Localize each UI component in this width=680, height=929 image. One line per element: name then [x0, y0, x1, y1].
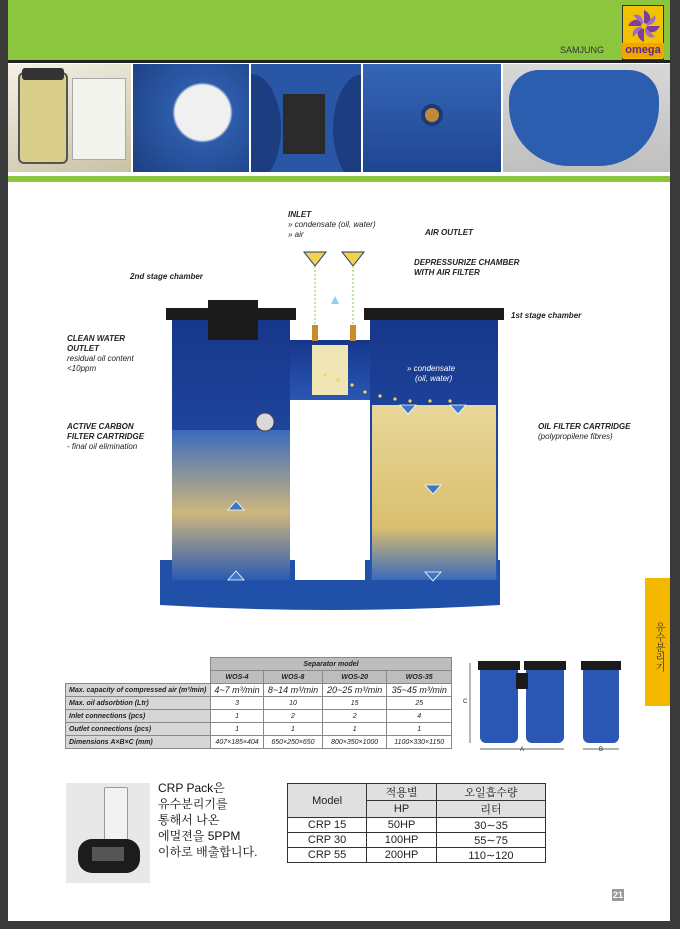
spec-cell: 20~25 m³/min — [322, 684, 387, 697]
photo-outlet-port — [363, 64, 503, 172]
spec-cell: 3 — [211, 697, 264, 710]
photo-chamber-side — [503, 64, 670, 172]
crp-header-model: Model — [288, 784, 367, 818]
second-stage-label: 2nd stage chamber — [130, 272, 203, 281]
photo-filter-top — [133, 64, 251, 172]
spec-cell: 25 — [387, 697, 452, 710]
spec-cell: 10 — [264, 697, 323, 710]
spec-cell: 2 — [264, 710, 323, 723]
crp-header-capacity: 오일흡수량 — [436, 784, 545, 801]
spec-cell: 4 — [387, 710, 452, 723]
dimension-drawing — [460, 655, 635, 755]
page-border-right — [670, 0, 680, 929]
spec-cell: 1 — [211, 710, 264, 723]
spec-model: WOS-35 — [387, 671, 452, 684]
crp-liters: 30∼35 — [436, 818, 545, 833]
active-carbon-label: ACTIVE CARBON FILTER CARTRIDGE - final oil elimination — [67, 422, 145, 451]
crp-description: CRP Pack은 유수분리기를 통해서 나온 에멀젼을 5PPM 이하로 배출합니다. — [158, 781, 258, 859]
spec-cell: 800×350×1000 — [322, 736, 387, 749]
spec-cell: 1 — [322, 723, 387, 736]
header-divider — [8, 60, 670, 63]
crp-liters: 110∼120 — [436, 848, 545, 863]
spec-row-label: Dimensions A×B×C (mm) — [66, 736, 211, 749]
spec-row-label: Inlet connections (pcs) — [66, 710, 211, 723]
crp-pack-photo — [66, 783, 150, 883]
spec-model: WOS-20 — [322, 671, 387, 684]
spec-cell: 35~45 m³/min — [387, 684, 452, 697]
spec-cell: 407×185×404 — [211, 736, 264, 749]
depressurize-chamber-label: DEPRESSURIZE CHAMBER WITH AIR FILTER — [414, 258, 520, 277]
crp-header-power: 적용별 — [367, 784, 437, 801]
crp-hp: 50HP — [367, 818, 437, 833]
spec-row-label: Max. oil adsorbtion (Ltr) — [66, 697, 211, 710]
crp-model: CRP 30 — [288, 833, 367, 848]
crp-hp: 100HP — [367, 833, 437, 848]
page-number: 21 — [612, 890, 623, 900]
dimension-b-label: B — [599, 747, 604, 753]
crp-model: CRP 15 — [288, 818, 367, 833]
photo-chamber-fittings — [251, 64, 363, 172]
spec-model: WOS-4 — [211, 671, 264, 684]
spec-row-label: Outlet connections (pcs) — [66, 723, 211, 736]
spec-cell: 1100×330×1150 — [387, 736, 452, 749]
pinwheel-logo-icon — [623, 6, 665, 46]
crp-header-power-unit: HP — [367, 801, 437, 818]
spec-cell: 4~7 m³/min — [211, 684, 264, 697]
dimension-c-label: C — [463, 699, 468, 705]
crp-header-capacity-unit: 리터 — [436, 801, 545, 818]
air-outlet-label: AIR OUTLET — [425, 228, 473, 237]
page-border-left — [0, 0, 8, 929]
section-tab: 유수분리기 — [645, 578, 670, 706]
condensate-label: » condensate (oil, water) — [407, 364, 456, 383]
spec-cell: 15 — [322, 697, 387, 710]
first-stage-label: 1st stage chamber — [511, 311, 582, 320]
product-photo-strip — [8, 64, 670, 172]
crp-hp: 200HP — [367, 848, 437, 863]
spec-cell: 650×250×650 — [264, 736, 323, 749]
photo-test-kit — [8, 64, 133, 172]
section-divider — [8, 176, 670, 182]
clean-water-outlet-label: CLEAN WATER OUTLET residual oil content <10ppm — [67, 334, 134, 373]
spec-model: WOS-8 — [264, 671, 323, 684]
page-border-bottom — [0, 921, 680, 929]
spec-group-header: Separator model — [211, 658, 452, 671]
crp-table — [287, 783, 546, 863]
crp-model: CRP 55 — [288, 848, 367, 863]
crp-liters: 55∼75 — [436, 833, 545, 848]
spec-cell: 8~14 m³/min — [264, 684, 323, 697]
spec-row-label: Max. capacity of compressed air (m³/min) — [66, 684, 211, 697]
spec-cell: 1 — [387, 723, 452, 736]
inlet-label: INLET » condensate (oil, water) » air — [288, 210, 376, 239]
spec-table — [65, 657, 452, 749]
dimension-a-label: A — [520, 747, 525, 753]
company-name: SAMJUNG — [560, 45, 605, 55]
spec-cell: 1 — [264, 723, 323, 736]
spec-cell: 2 — [322, 710, 387, 723]
spec-cell: 1 — [211, 723, 264, 736]
logo-text: omega — [622, 43, 664, 58]
oil-filter-label: OIL FILTER CARTRIDGE (polypropilene fibres) — [538, 422, 631, 441]
